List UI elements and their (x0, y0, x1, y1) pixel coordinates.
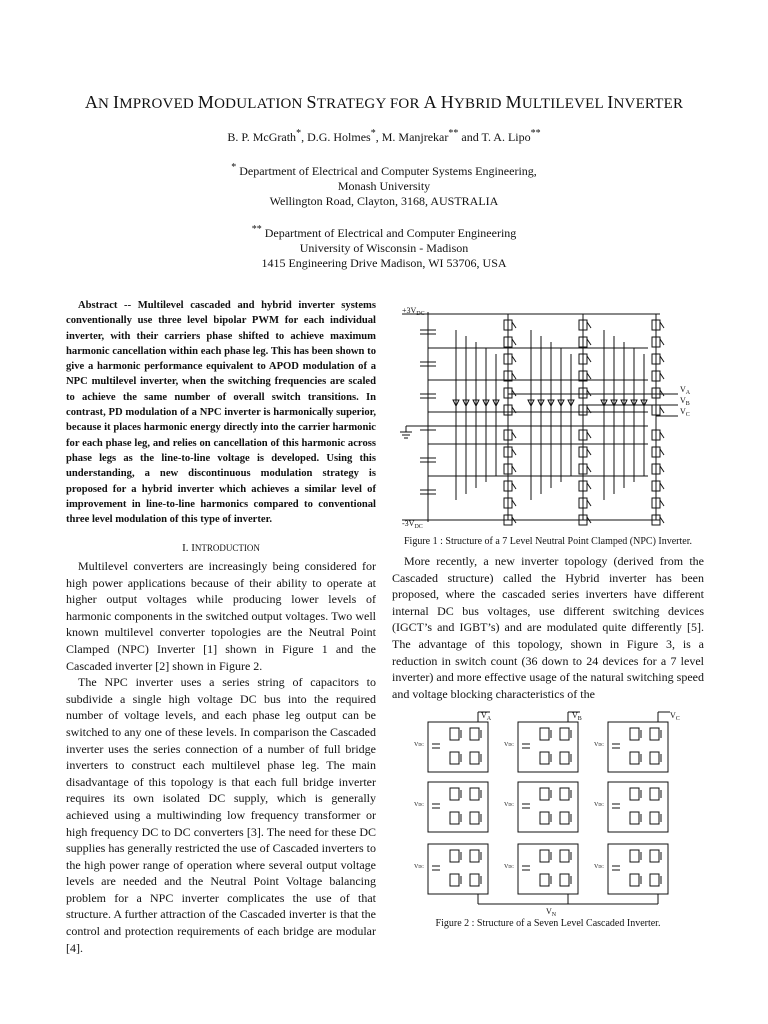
cell-switch (650, 752, 659, 764)
antiparallel-diode (512, 373, 516, 379)
cell-switch (630, 728, 639, 740)
author-mark: ** (530, 128, 541, 139)
antiparallel-diode (587, 390, 591, 396)
title-word: IMPROVED (113, 92, 194, 112)
fig2-output-vb: $V_B$ (572, 711, 582, 722)
antiparallel-diode (660, 466, 664, 472)
figure-2-cascaded-inverter (408, 708, 692, 916)
cell-switch (650, 812, 659, 824)
fig1-bottom-label: $-3V_{DC}$ (402, 519, 423, 530)
cell-switch (630, 874, 639, 886)
affiliation-line: Monash University (337, 179, 431, 193)
section-cap: I (191, 542, 195, 554)
antiparallel-diode (587, 322, 591, 328)
antiparallel-diode (660, 322, 664, 328)
title-word: INVERTER (607, 92, 684, 112)
paper-title (0, 92, 768, 113)
cell-switch (450, 850, 459, 862)
cell-switch (540, 874, 549, 886)
antiparallel-diode (512, 322, 516, 328)
antiparallel-diode (660, 390, 664, 396)
cell-switch (470, 788, 479, 800)
antiparallel-diode (660, 339, 664, 345)
affiliation-line: Department of Electrical and Computer Systems Engineering, (236, 164, 537, 178)
cell-switch (450, 788, 459, 800)
title-word: MULTILEVEL (505, 92, 604, 112)
fig2-vdc-label: VDC (504, 864, 514, 870)
fig1-output-va: $V_A$ (680, 385, 691, 396)
cell-switch (560, 850, 569, 862)
figure-1-npc-inverter (398, 300, 698, 532)
cell-switch (470, 812, 479, 824)
cell-switch (630, 812, 639, 824)
title-word: AN (84, 92, 110, 112)
figure-1-caption: Figure 1 : Structure of a 7 Level Neutral Point Clamped (NPC) Inverter. (404, 536, 692, 547)
section-number: I. (182, 542, 192, 554)
cell-switch (470, 874, 479, 886)
title-word: HYBRID (440, 92, 502, 112)
cell-switch (540, 850, 549, 862)
fig2-vdc-label: VDC (594, 864, 604, 870)
author-manjrekar: , M. Manjrekar (375, 130, 449, 144)
cell-switch (540, 752, 549, 764)
antiparallel-diode (660, 432, 664, 438)
right-column-body (392, 553, 704, 702)
fig2-output-vc: $V_C$ (670, 711, 680, 722)
cell-switch (450, 752, 459, 764)
antiparallel-diode (587, 432, 591, 438)
antiparallel-diode (512, 500, 516, 506)
fig2-vdc-label: VDC (414, 864, 424, 870)
antiparallel-diode (660, 500, 664, 506)
cell-switch (630, 850, 639, 862)
antiparallel-diode (512, 356, 516, 362)
body-paragraph: The NPC inverter uses a series string of capacitors to subdivide a single high voltage DC bus into the required number of voltage levels, and each phase leg output can be switched to any one of these levels. In comparison the Cascaded inverter uses the series connection of a number of full bridge inverters to construct each multilevel phase leg. The main disadvantage of this topology is that each full bridge inverter requires its own isolated DC supply, which is generally achieved using a multiwinding low frequency transformer or high frequency DC to DC converters [3]. The need for these DC supplies has generally restricted the use of Cascaded inverters to the high power range of operation where several output voltage levels are needed and the Neutral Point Voltage balancing problem for a NPC inverter complicates the use of that structure. A further attraction of the Cascaded inverter is that the control and protection requirements of each bridge are modular [4]. (66, 675, 376, 955)
body-paragraph: Multilevel converters are increasingly being considered for high power applications because of their ability to operate at higher output voltages while producing lower levels of harmonic components in the switched output voltages. Two well known multilevel converter topologies are the Neutral Point Clamped (NPC) Inverter [1] shown in Figure 1 and the Cascaded inverter [2] shown in Figure 2. (66, 559, 376, 673)
antiparallel-diode (660, 373, 664, 379)
antiparallel-diode (587, 500, 591, 506)
affiliation-mark: ** (251, 224, 262, 235)
antiparallel-diode (587, 483, 591, 489)
fig2-vdc-label: VDC (504, 802, 514, 808)
cell-switch (540, 728, 549, 740)
cell-switch (470, 752, 479, 764)
affiliation-line: Department of Electrical and Computer Engineering (261, 226, 517, 240)
fig1-top-label: $+3V_{DC}$ (402, 306, 425, 317)
cell-switch (470, 728, 479, 740)
fig2-neutral-vn: $V_N$ (546, 907, 557, 916)
antiparallel-diode (512, 339, 516, 345)
abstract: Abstract -- Multilevel cascaded and hybrid inverter systems conventionally use three level bipolar PWM for each individual inverter, with their carriers phase shifted to achieve maximum harmonic cancellation within each phase leg. This has been shown to give a harmonic performance equivalent to APOD modulation of a NPC multilevel inverter, when the switching frequencies are scaled to achieve the same number of overall switch transitions. In contrast, PD modulation of a NPC inverter is harmonically superior, because it places harmonic energy directly into the carrier harmonic for each phase leg, and relies on cancellation of this harmonic across phase legs as the line-to-line voltage is developed. Using this understanding, a new discontinuous modulation strategy is proposed for a hybrid inverter which achieves a similar level of improvement in line-to-line harmonics compared to conventional three level modulation of this type of inverter. (66, 300, 376, 526)
affiliation-monash (0, 160, 768, 209)
antiparallel-diode (660, 356, 664, 362)
fig2-vdc-label: VDC (414, 802, 424, 808)
fig2-output-va: $V_A$ (481, 711, 492, 722)
title-word: STRATEGY (306, 92, 386, 112)
cell-switch (650, 850, 659, 862)
antiparallel-diode (587, 466, 591, 472)
author-mark: * (296, 128, 302, 139)
fig2-vdc-label: VDC (594, 802, 604, 808)
body-paragraph: More recently, a new inverter topology (derived from the Cascaded structure) called the Hybrid inverter has been proposed, where the cascaded series inverters have different internal DC bus voltages, use different switching devices (IGCT’s and IGBT’s) and are modulated quite differently [5]. The advantage of this topology, shown in Figure 3, is a reduction in switch count (36 down to 24 devices for a 7 level inverter) and more effective usage of the natural switching speed and voltage blocking characteristics of the (392, 554, 704, 701)
affiliation-line: 1415 Engineering Drive Madison, WI 53706, USA (261, 256, 507, 270)
affiliation-line: University of Wisconsin - Madison (299, 241, 469, 255)
fig2-vdc-label: VDC (504, 742, 514, 748)
cell-switch (540, 812, 549, 824)
antiparallel-diode (587, 356, 591, 362)
fig2-vdc-label: VDC (594, 742, 604, 748)
fig2-vdc-label: VDC (414, 742, 424, 748)
cell-switch (560, 752, 569, 764)
cell-switch (450, 728, 459, 740)
antiparallel-diode (660, 407, 664, 413)
figure-2-caption: Figure 2 : Structure of a Seven Level Cascaded Inverter. (435, 918, 661, 929)
section-heading-introduction (66, 542, 376, 554)
author-mark: * (370, 128, 376, 139)
affiliation-line: Wellington Road, Clayton, 3168, AUSTRALIA (269, 194, 499, 208)
title-word: MODULATION (197, 92, 303, 112)
cell-switch (650, 874, 659, 886)
cell-switch (450, 812, 459, 824)
antiparallel-diode (512, 483, 516, 489)
cell-switch (560, 874, 569, 886)
fig1-output-vc: $V_C$ (680, 407, 690, 418)
cell-switch (650, 788, 659, 800)
cell-switch (540, 788, 549, 800)
affiliation-wisconsin (0, 222, 768, 271)
antiparallel-diode (512, 432, 516, 438)
author-holmes: , D.G. Holmes (301, 130, 371, 144)
cell-switch (560, 788, 569, 800)
antiparallel-diode (587, 449, 591, 455)
author-mcgrath: B. P. McGrath (227, 130, 297, 144)
antiparallel-diode (587, 339, 591, 345)
antiparallel-diode (660, 483, 664, 489)
author-mark: ** (448, 128, 459, 139)
cell-switch (630, 752, 639, 764)
title-word: FOR (389, 96, 420, 112)
antiparallel-diode (512, 390, 516, 396)
antiparallel-diode (660, 449, 664, 455)
antiparallel-diode (512, 449, 516, 455)
cell-switch (560, 812, 569, 824)
antiparallel-diode (660, 517, 664, 523)
cell-switch (630, 788, 639, 800)
author-line (0, 128, 768, 145)
affiliation-mark: * (231, 162, 237, 173)
cell-switch (650, 728, 659, 740)
left-column-body (66, 558, 376, 956)
title-word: A (423, 92, 437, 112)
author-lipo: and T. A. Lipo (458, 130, 531, 144)
cell-switch (470, 850, 479, 862)
antiparallel-diode (587, 373, 591, 379)
section-rest: NTRODUCTION (194, 543, 260, 553)
cell-switch (560, 728, 569, 740)
antiparallel-diode (512, 466, 516, 472)
cell-switch (450, 874, 459, 886)
fig1-output-vb: $V_B$ (680, 396, 690, 407)
